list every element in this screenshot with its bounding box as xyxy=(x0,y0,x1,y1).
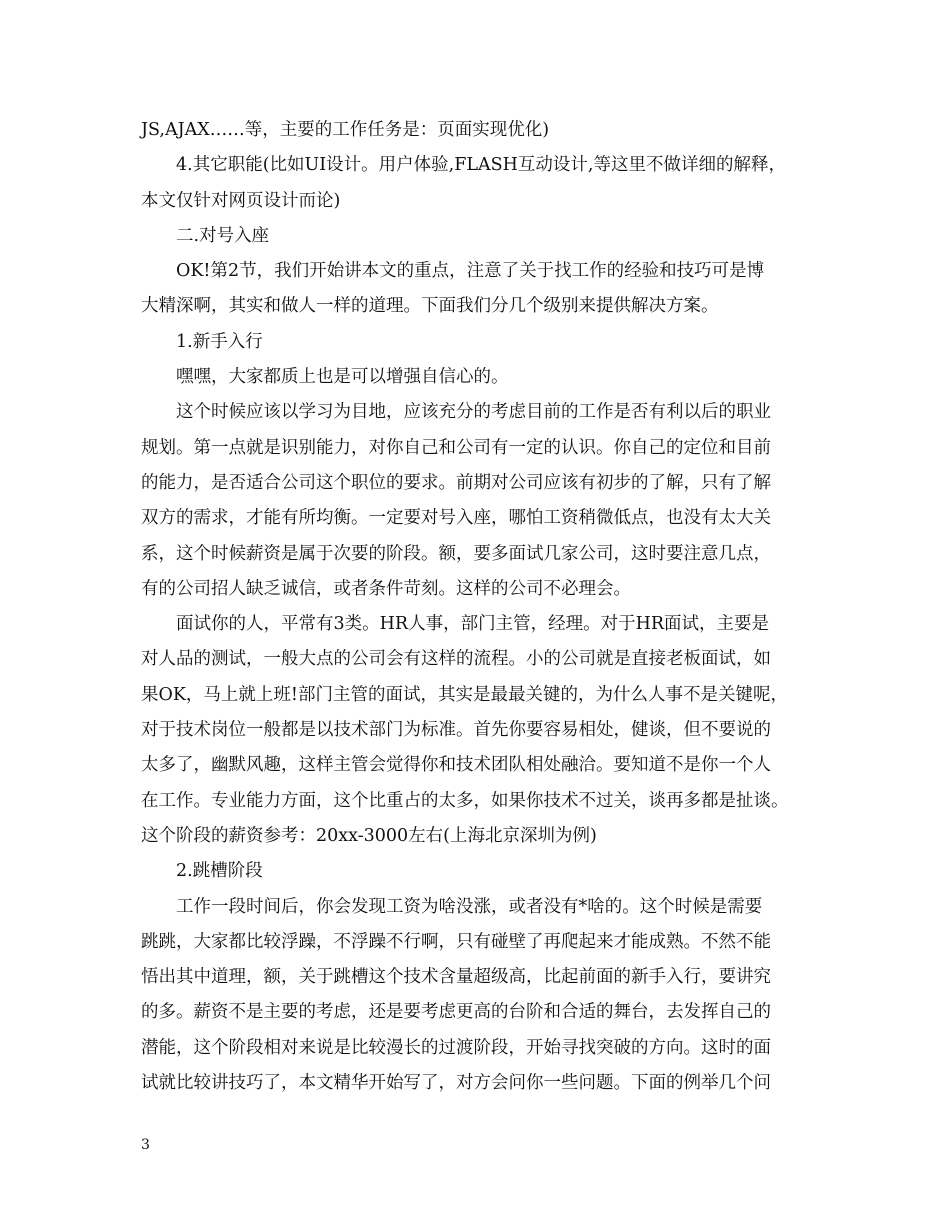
text-line: OK!第2节，我们开始讲本文的重点，注意了关于找工作的经验和技巧可是博 xyxy=(176,261,765,282)
text-line: 太多了，幽默风趣，这样主管会觉得你和技术团队相处融洽。要知道不是你一个人 xyxy=(141,755,771,776)
text-line: 跳跳，大家都比较浮躁，不浮躁不行啊，只有碰壁了再爬起来才能成熟。不然不能 xyxy=(141,931,771,952)
text-line: 双方的需求，才能有所均衡。一定要对号入座，哪怕工资稍微低点，也没有太大关 xyxy=(141,508,771,529)
text-line: 潜能，这个阶段相对来说是比较漫长的过渡阶段，开始寻找突破的方向。这时的面 xyxy=(141,1037,771,1058)
text-line: JS,AJAX……等，主要的工作任务是：页面实现优化) xyxy=(141,120,550,140)
text-line: 这个时候应该以学习为目地，应该充分的考虑目前的工作是否有利以后的职业 xyxy=(176,402,771,423)
document-body xyxy=(141,113,813,1101)
page-number: 3 xyxy=(141,1137,150,1153)
text-line: 的能力，是否适合公司这个职位的要求。前期对公司应该有初步的了解，只有了解 xyxy=(141,472,771,493)
text-line: 悟出其中道理，额，关于跳槽这个技术含量超级高，比起前面的新手入行，要讲究 xyxy=(141,967,771,988)
text-line: 的多。薪资不是主要的考虑，还是要考虑更高的台阶和合适的舞台，去发挥自己的 xyxy=(141,1002,771,1023)
text-line: 本文仅针对网页设计而论) xyxy=(141,190,341,211)
text-line: 系，这个时候薪资是属于次要的阶段。额，要多面试几家公司，这时要注意几点， xyxy=(141,543,771,564)
text-line: 试就比较讲技巧了，本文精华开始写了，对方会问你一些问题。下面的例举几个问 xyxy=(141,1073,771,1094)
subsection-heading: 2.跳槽阶段 xyxy=(176,861,263,882)
section-heading: 二.对号入座 xyxy=(176,225,270,246)
text-line: 大精深啊，其实和做人一样的道理。下面我们分几个级别来提供解决方案。 xyxy=(141,296,719,317)
text-line: 4.其它职能(比如UI设计。用户体验,FLASH互动设计,等这里不做详细的解释， xyxy=(176,155,786,176)
text-line: 工作一段时间后，你会发现工资为啥没涨，或者没有*啥的。这个时候是需要 xyxy=(176,896,763,917)
text-line: 面试你的人，平常有3类。HR人事，部门主管，经理。对于HR面试，主要是 xyxy=(176,614,770,635)
subsection-heading: 1.新手入行 xyxy=(176,331,263,352)
text-line: 在工作。专业能力方面，这个比重占的太多，如果你技术不过关，谈再多都是扯谈。 xyxy=(141,790,789,811)
text-line: 规划。第一点就是识别能力，对你自己和公司有一定的认识。你自己的定位和目前 xyxy=(141,437,771,458)
text-line: 对于技术岗位一般都是以技术部门为标准。首先你要容易相处，健谈，但不要说的 xyxy=(141,720,771,741)
text-line: 有的公司招人缺乏诚信，或者条件苛刻。这样的公司不必理会。 xyxy=(141,578,631,599)
text-line: 果OK，马上就上班!部门主管的面试，其实是最最关键的，为什么人事不是关键呢， xyxy=(141,684,788,705)
text-line: 嘿嘿，大家都质上也是可以增强自信心的。 xyxy=(176,367,509,388)
text-line: 对人品的测试，一般大点的公司会有这样的流程。小的公司就是直接老板面试，如 xyxy=(141,649,771,670)
text-line: 这个阶段的薪资参考：20xx-3000左右(上海北京深圳为例) xyxy=(141,825,597,846)
